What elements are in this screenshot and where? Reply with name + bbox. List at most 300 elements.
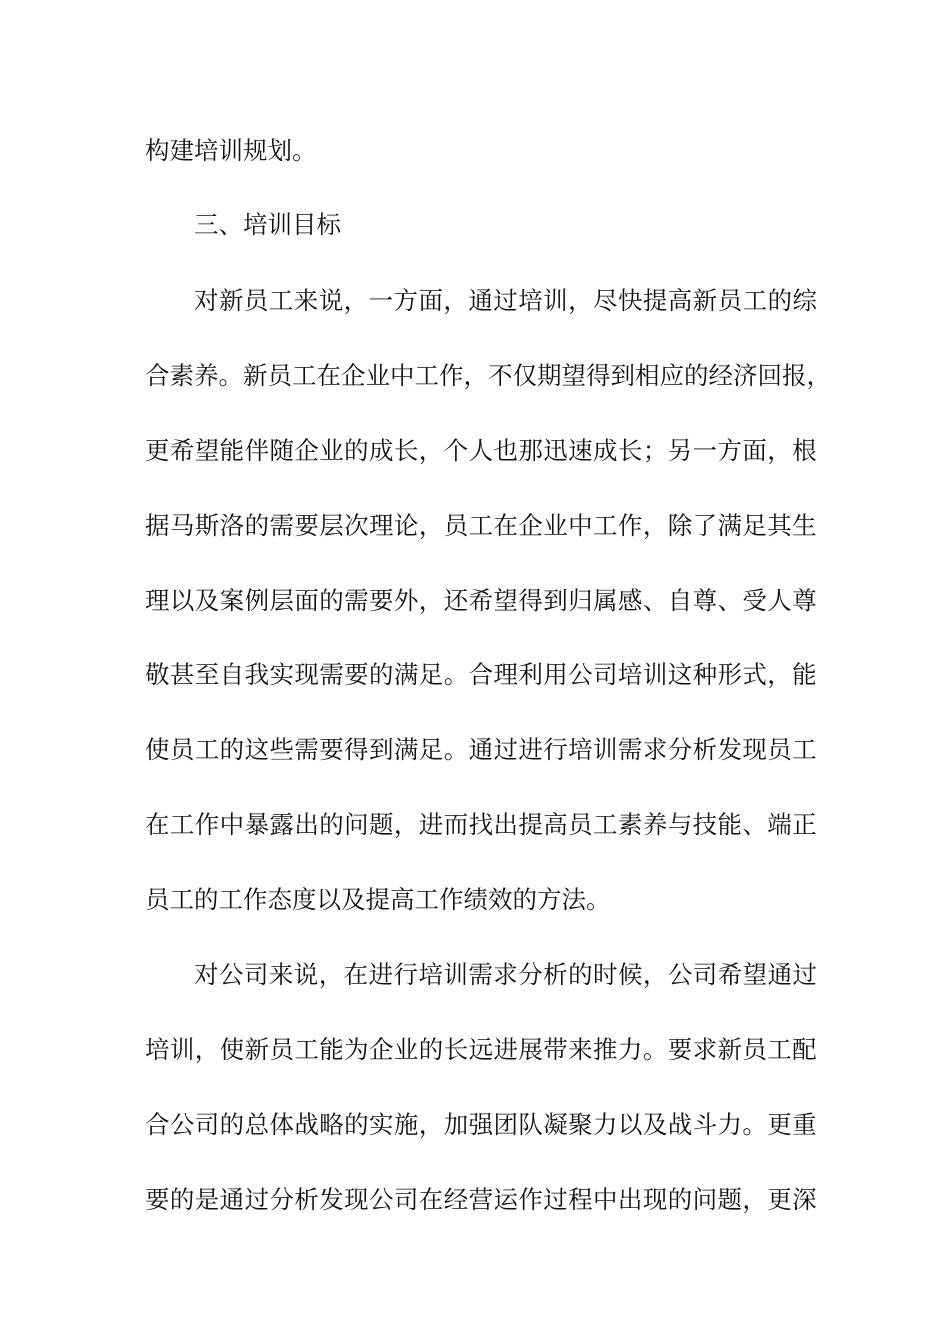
- text-character: 带: [543, 1035, 568, 1064]
- text-character: 公: [169, 1110, 195, 1139]
- text-character: 能: [717, 810, 742, 839]
- text-character: 加: [443, 1110, 469, 1139]
- text-character: 企: [518, 511, 543, 540]
- text-character: 司: [243, 960, 269, 989]
- text-character: 员: [169, 735, 195, 764]
- paragraph-line: [145, 805, 817, 845]
- text-character: 更: [767, 1110, 792, 1139]
- text-character: 端: [767, 810, 792, 839]
- text-character: 重: [792, 1110, 817, 1139]
- text-character: 作: [518, 1185, 543, 1214]
- text-character: 报: [782, 361, 807, 390]
- text-character: ，: [642, 960, 668, 989]
- text-character: 过: [493, 286, 518, 315]
- text-character: 题: [717, 1185, 742, 1214]
- text-character: 高: [667, 286, 693, 315]
- text-character: 找: [468, 810, 494, 839]
- text-character: 足: [418, 660, 444, 689]
- text-character: 工: [742, 286, 768, 315]
- paragraph-line: [145, 1180, 817, 1220]
- text-character: 队: [518, 1110, 543, 1139]
- paragraph-line: [145, 581, 817, 621]
- text-character: ，: [418, 511, 444, 540]
- text-character: 培: [145, 1035, 170, 1064]
- text-character: 配: [792, 1035, 817, 1064]
- text-character: 强: [468, 1110, 494, 1139]
- text-character: 通: [219, 1185, 245, 1214]
- text-character: 通: [767, 960, 793, 989]
- text-character: 析: [543, 960, 568, 989]
- text-character: 提: [518, 810, 543, 839]
- text-character: 望: [561, 361, 586, 390]
- text-character: 问: [344, 810, 369, 839]
- text-character: 团: [493, 1110, 518, 1139]
- text-character: 工: [767, 1035, 792, 1064]
- text-character: 的: [319, 586, 344, 615]
- text-character: 来: [268, 960, 294, 989]
- text-character: 及: [194, 586, 220, 615]
- text-character: 应: [659, 361, 684, 390]
- text-character: 公: [568, 660, 593, 689]
- text-character: 中: [219, 810, 245, 839]
- text-character: 展: [518, 1035, 543, 1064]
- text-character: 成: [369, 436, 394, 465]
- text-character: 而: [443, 810, 469, 839]
- text-character: ，: [418, 1110, 444, 1139]
- text-character: 与: [667, 810, 693, 839]
- text-character: 企: [294, 436, 319, 465]
- text-character: 业: [319, 436, 344, 465]
- text-character: 这: [667, 660, 693, 689]
- text-character: 些: [269, 735, 294, 764]
- text-character: 能: [319, 1035, 344, 1064]
- text-character: 经: [443, 1185, 469, 1214]
- text-character: 次: [344, 511, 369, 540]
- text-character: 得: [518, 586, 543, 615]
- text-character: 经: [708, 361, 733, 390]
- text-character: 员: [443, 511, 469, 540]
- text-character: 时: [593, 960, 618, 989]
- text-character: 的: [344, 436, 369, 465]
- text-character: ，: [767, 436, 792, 465]
- text-character: 训: [642, 660, 668, 689]
- text-character: 工: [292, 361, 317, 390]
- text-character: 的: [344, 1110, 369, 1139]
- paragraph-line: 员工的工作态度以及提高工作绩效的方法。: [145, 885, 611, 914]
- text-character: 不: [488, 361, 513, 390]
- text-character: 员: [742, 1035, 767, 1064]
- text-character: 例: [244, 586, 270, 615]
- text-character: 自: [219, 660, 245, 689]
- text-character: 出: [617, 1185, 643, 1214]
- text-character: 的: [568, 960, 593, 989]
- text-character: 中: [390, 361, 415, 390]
- text-character: 层: [269, 586, 294, 615]
- text-character: 理: [369, 511, 394, 540]
- text-character: ，: [194, 1035, 220, 1064]
- text-character: 的: [767, 286, 793, 315]
- text-character: 的: [219, 735, 245, 764]
- text-character: 希: [169, 436, 195, 465]
- text-character: 企: [341, 361, 366, 390]
- text-character: 除: [667, 511, 693, 540]
- text-character: ，: [343, 286, 369, 315]
- text-character: 用: [543, 660, 568, 689]
- text-character: 分: [269, 1185, 294, 1214]
- text-character: 至: [194, 660, 220, 689]
- text-character: 的: [169, 1185, 195, 1214]
- text-character: 对: [194, 286, 219, 315]
- paragraph-line: [145, 356, 831, 396]
- text-character: 求: [692, 1035, 718, 1064]
- text-character: 现: [344, 1185, 369, 1214]
- text-character: 略: [319, 1110, 344, 1139]
- text-character: 尽: [593, 286, 618, 315]
- text-character: 出: [493, 810, 518, 839]
- paragraph-line: [145, 506, 817, 546]
- text-character: 分: [667, 735, 693, 764]
- text-character: 一: [368, 286, 394, 315]
- text-character: 随: [269, 436, 294, 465]
- text-character: 工: [169, 810, 195, 839]
- text-character: 员: [269, 1035, 294, 1064]
- text-character: 深: [792, 1185, 817, 1214]
- text-character: 进: [518, 735, 543, 764]
- text-character: 的: [219, 1110, 245, 1139]
- text-character: 员: [568, 810, 593, 839]
- paragraph-line: [145, 1105, 817, 1145]
- text-character: 对: [194, 960, 219, 989]
- text-character: 根: [792, 436, 817, 465]
- text-character: 工: [792, 735, 817, 764]
- text-character: 望: [493, 586, 518, 615]
- text-character: 要: [344, 660, 369, 689]
- text-character: 需: [294, 735, 319, 764]
- text-character: 归: [568, 586, 593, 615]
- text-character: 望: [194, 436, 220, 465]
- text-character: 战: [667, 1110, 693, 1139]
- text-character: 工: [593, 511, 618, 540]
- text-character: 那: [518, 436, 543, 465]
- text-character: 这: [244, 735, 270, 764]
- text-character: 到: [369, 735, 394, 764]
- text-character: 作: [439, 361, 464, 390]
- text-character: 公: [369, 1185, 394, 1214]
- text-character: 需: [319, 660, 344, 689]
- text-character: 素: [169, 361, 194, 390]
- text-character: 能: [219, 436, 245, 465]
- text-character: 以: [617, 1110, 643, 1139]
- text-character: 分: [518, 960, 543, 989]
- text-character: 的: [369, 660, 394, 689]
- text-character: 提: [642, 286, 668, 315]
- text-character: 实: [269, 660, 294, 689]
- text-character: 工: [294, 1035, 319, 1064]
- text-character: 养: [194, 361, 219, 390]
- text-character: 聚: [568, 1110, 593, 1139]
- text-character: 伴: [244, 436, 270, 465]
- text-character: 形: [717, 660, 742, 689]
- paragraph-line: 构建培训规划。: [145, 136, 317, 165]
- text-character: 公: [218, 960, 244, 989]
- text-character: 司: [593, 660, 618, 689]
- text-character: 施: [393, 1110, 419, 1139]
- text-character: 以: [169, 586, 195, 615]
- text-character: 技: [692, 810, 718, 839]
- text-character: 司: [194, 1110, 220, 1139]
- text-character: 的: [244, 511, 270, 540]
- text-character: 方: [717, 436, 742, 465]
- text-character: ，: [642, 511, 668, 540]
- text-character: 要: [667, 1035, 693, 1064]
- text-character: 员: [243, 286, 269, 315]
- text-character: 力: [617, 1035, 643, 1064]
- text-character: 满: [393, 660, 419, 689]
- text-character: 过: [792, 960, 817, 989]
- text-character: 通: [468, 735, 494, 764]
- text-character: 工: [194, 735, 220, 764]
- text-character: 需: [269, 511, 294, 540]
- text-character: 培: [518, 286, 543, 315]
- text-character: 需: [617, 735, 643, 764]
- text-character: 合: [145, 361, 170, 390]
- text-character: 面: [418, 286, 443, 315]
- text-character: 的: [418, 1035, 444, 1064]
- text-character: 为: [344, 1035, 369, 1064]
- text-character: 现: [642, 1185, 668, 1214]
- text-character: 中: [593, 1185, 618, 1214]
- text-character: 还: [443, 586, 469, 615]
- text-character: 尊: [792, 586, 817, 615]
- text-character: 足: [742, 511, 767, 540]
- text-character: 层: [319, 511, 344, 540]
- text-character: 进: [368, 960, 394, 989]
- text-character: 工: [268, 286, 294, 315]
- text-character: 洛: [219, 511, 245, 540]
- text-character: 战: [294, 1110, 319, 1139]
- text-character: 员: [267, 361, 292, 390]
- text-character: 通: [468, 286, 493, 315]
- text-character: 利: [518, 660, 543, 689]
- text-character: 司: [692, 960, 718, 989]
- text-character: 中: [568, 511, 593, 540]
- text-character: 养: [642, 810, 668, 839]
- text-character: 理: [145, 586, 170, 615]
- text-character: 属: [593, 586, 618, 615]
- text-character: 。: [742, 1110, 767, 1139]
- text-character: 感: [617, 586, 643, 615]
- text-character: 速: [568, 436, 593, 465]
- text-character: 期: [537, 361, 562, 390]
- text-character: 析: [294, 1185, 319, 1214]
- text-character: ，: [418, 436, 444, 465]
- text-character: 综: [792, 286, 817, 315]
- text-character: 力: [593, 1110, 618, 1139]
- text-character: 长: [443, 1035, 469, 1064]
- text-character: 露: [269, 810, 294, 839]
- text-character: 实: [369, 1110, 394, 1139]
- text-character: ，: [767, 660, 792, 689]
- text-character: 生: [792, 511, 817, 540]
- text-character: 员: [717, 286, 743, 315]
- text-character: 案: [219, 586, 245, 615]
- text-character: ，: [463, 361, 488, 390]
- text-character: ，: [443, 286, 468, 315]
- text-character: 力: [717, 1110, 742, 1139]
- paragraph-line: [145, 431, 817, 471]
- text-character: 满: [393, 735, 419, 764]
- text-character: 要: [294, 511, 319, 540]
- text-character: 。: [218, 361, 243, 390]
- text-character: 望: [742, 960, 768, 989]
- text-character: 求: [493, 960, 518, 989]
- text-character: 在: [418, 1185, 444, 1214]
- text-character: 过: [244, 1185, 270, 1214]
- text-character: 在: [316, 361, 341, 390]
- text-character: 培: [418, 960, 443, 989]
- text-character: 进: [493, 1035, 518, 1064]
- text-character: 培: [617, 660, 643, 689]
- text-character: 另: [667, 436, 693, 465]
- text-character: 说: [293, 960, 319, 989]
- text-character: ，: [418, 586, 444, 615]
- text-character: ，: [318, 960, 344, 989]
- text-character: 。: [642, 1035, 668, 1064]
- text-character: 需: [344, 586, 369, 615]
- text-character: 工: [414, 361, 439, 390]
- text-character: 员: [767, 735, 792, 764]
- text-character: 要: [369, 586, 394, 615]
- text-character: 过: [543, 1185, 568, 1214]
- text-character: 过: [493, 735, 518, 764]
- text-character: 我: [244, 660, 270, 689]
- text-character: 个: [443, 436, 469, 465]
- text-character: 外: [393, 586, 419, 615]
- text-character: 据: [145, 511, 170, 540]
- text-character: 、: [717, 586, 742, 615]
- text-character: 出: [294, 810, 319, 839]
- text-character: 新: [243, 361, 268, 390]
- paragraph-line: [145, 655, 817, 695]
- text-character: 得: [586, 361, 611, 390]
- text-character: 斗: [692, 1110, 718, 1139]
- text-character: 作: [617, 511, 643, 540]
- text-character: 析: [692, 735, 718, 764]
- text-character: 公: [667, 960, 693, 989]
- text-character: 在: [145, 810, 170, 839]
- text-character: 得: [344, 735, 369, 764]
- text-character: 长: [617, 436, 643, 465]
- text-character: 现: [742, 735, 767, 764]
- text-character: 运: [493, 1185, 518, 1214]
- text-character: 高: [543, 810, 568, 839]
- text-character: 素: [617, 810, 643, 839]
- text-character: 司: [393, 1185, 419, 1214]
- text-character: 足: [418, 735, 444, 764]
- text-character: 希: [717, 960, 743, 989]
- text-character: ，: [393, 810, 419, 839]
- section-heading: 三、培训目标: [194, 210, 341, 239]
- text-character: 总: [244, 1110, 270, 1139]
- text-character: 满: [717, 511, 742, 540]
- text-character: 面: [294, 586, 319, 615]
- text-character: 训: [543, 286, 568, 315]
- text-character: 进: [418, 810, 444, 839]
- text-character: 相: [635, 361, 660, 390]
- text-character: 斯: [194, 511, 220, 540]
- text-character: 仅: [512, 361, 537, 390]
- text-character: 。: [443, 660, 469, 689]
- paragraph-line: [194, 955, 817, 995]
- text-character: 理: [493, 660, 518, 689]
- text-character: 敬: [145, 660, 170, 689]
- text-character: 在: [343, 960, 369, 989]
- text-character: 训: [169, 1035, 195, 1064]
- text-character: 了: [692, 511, 718, 540]
- text-character: 快: [617, 286, 643, 315]
- text-character: ；: [642, 436, 668, 465]
- text-character: 发: [319, 1185, 344, 1214]
- text-character: 业: [365, 361, 390, 390]
- text-character: 题: [369, 810, 394, 839]
- text-character: 迅: [543, 436, 568, 465]
- text-character: 要: [319, 735, 344, 764]
- text-character: 使: [219, 1035, 245, 1064]
- text-character: 来: [293, 286, 319, 315]
- text-character: 正: [792, 810, 817, 839]
- text-character: 、: [642, 586, 668, 615]
- text-character: 新: [692, 286, 718, 315]
- text-character: 受: [742, 586, 767, 615]
- text-character: 业: [543, 511, 568, 540]
- text-character: 问: [692, 1185, 718, 1214]
- text-character: ，: [806, 361, 831, 390]
- text-character: 自: [667, 586, 693, 615]
- text-character: 新: [244, 1035, 270, 1064]
- text-character: 新: [717, 1035, 742, 1064]
- text-character: 其: [767, 511, 792, 540]
- text-character: 更: [767, 1185, 792, 1214]
- text-character: 是: [194, 1185, 220, 1214]
- text-character: 希: [468, 586, 494, 615]
- text-character: 种: [692, 660, 718, 689]
- text-character: 作: [194, 810, 220, 839]
- text-character: 在: [493, 511, 518, 540]
- text-character: 远: [468, 1035, 494, 1064]
- text-character: 来: [568, 1035, 593, 1064]
- text-character: ，: [742, 1185, 767, 1214]
- text-character: 需: [468, 960, 493, 989]
- text-character: 更: [145, 436, 170, 465]
- text-character: 求: [642, 735, 668, 764]
- text-character: 面: [742, 436, 767, 465]
- text-character: 行: [393, 960, 418, 989]
- text-character: 推: [593, 1035, 618, 1064]
- text-character: 尊: [692, 586, 718, 615]
- text-character: 发: [717, 735, 742, 764]
- text-character: 人: [468, 436, 494, 465]
- text-character: 合: [145, 1110, 170, 1139]
- text-character: 论: [393, 511, 419, 540]
- text-character: 成: [593, 436, 618, 465]
- text-character: 程: [568, 1185, 593, 1214]
- text-character: 体: [269, 1110, 294, 1139]
- text-character: 工: [593, 810, 618, 839]
- text-character: 到: [610, 361, 635, 390]
- text-character: 说: [318, 286, 344, 315]
- text-character: 能: [792, 660, 817, 689]
- text-character: 济: [733, 361, 758, 390]
